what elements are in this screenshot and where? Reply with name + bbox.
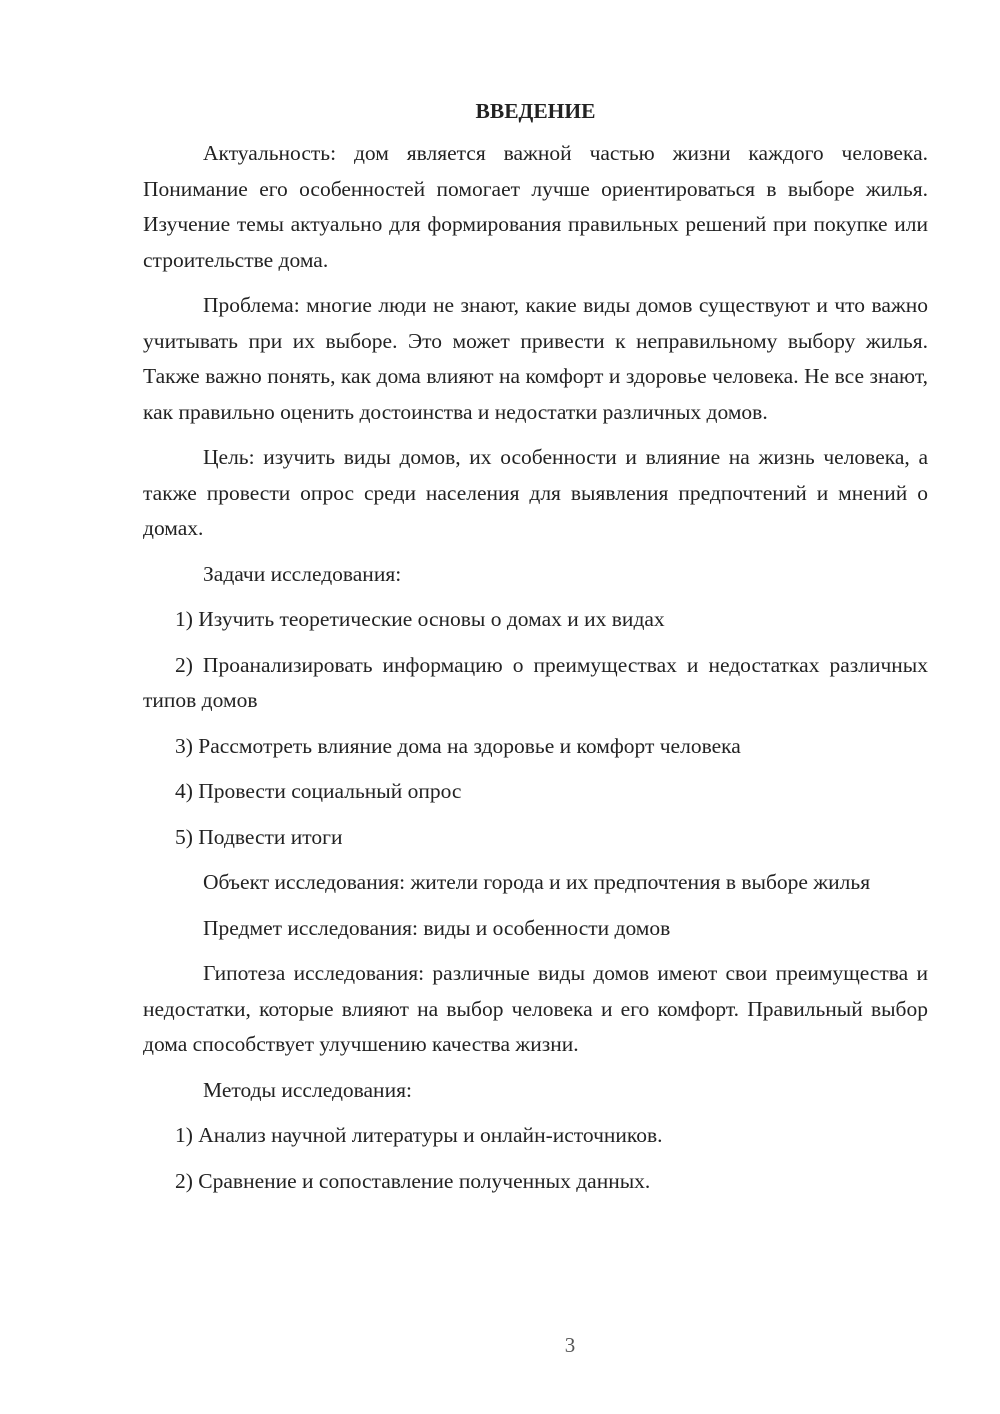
subject-paragraph: Предмет исследования: виды и особенности домов: [203, 915, 671, 940]
section-title: ВВЕДЕНИЕ: [475, 99, 596, 123]
method-item-1: 1) Анализ научной литературы и онлайн-источников.: [175, 1123, 663, 1147]
object-paragraph: Объект исследования: жители города и их предпочтения в выборе жилья: [203, 870, 871, 894]
task-item-1: 1) Изучить теоретические основы о домах и их видах: [175, 607, 665, 631]
task-item-3: 3) Рассмотреть влияние дома на здоровье и комфорт человека: [175, 733, 741, 758]
task-item-4: 4) Провести социальный опрос: [175, 779, 462, 803]
relevance-paragraph: Актуальность: дом является важной частью жизни каждого человека. Понимание его особенностей помогает лучше ориентироваться в выборе жилья. Изучение темы актуально для формирования правильных решений при покупке или строительстве дома.: [143, 141, 928, 272]
problem-paragraph: Проблема: многие люди не знают, какие виды домов существуют и что важно учитывать при их выборе. Это может привести к неправильному выбору жилья. Также важно понять, как дома влияют на комфорт и здоровье человека. Не все знают, как правильно оценить достоинства и недостатки различных домов.: [143, 293, 928, 424]
tasks-heading: Задачи исследования:: [203, 561, 402, 586]
page-number: 3: [564, 1333, 576, 1357]
document-page: [143, 96, 928, 1209]
method-item-2: 2) Сравнение и сопоставление полученных данных.: [175, 1168, 651, 1193]
methods-heading: Методы исследования:: [203, 1077, 412, 1102]
task-item-5: 5) Подвести итоги: [175, 824, 343, 849]
task-item-2: 2) Проанализировать информацию о преимуществах и недостатках различных типов домов: [143, 652, 928, 712]
goal-paragraph: Цель: изучить виды домов, их особенности и влияние на жизнь человека, а также провести опрос среди населения для выявления предпочтений и мнений о домах.: [143, 445, 928, 540]
hypothesis-paragraph: Гипотеза исследования: различные виды домов имеют свои преимущества и недостатки, которые влияют на выбор человека и его комфорт. Правильный выбор дома способствует улучшению качества жизни.: [143, 961, 928, 1056]
